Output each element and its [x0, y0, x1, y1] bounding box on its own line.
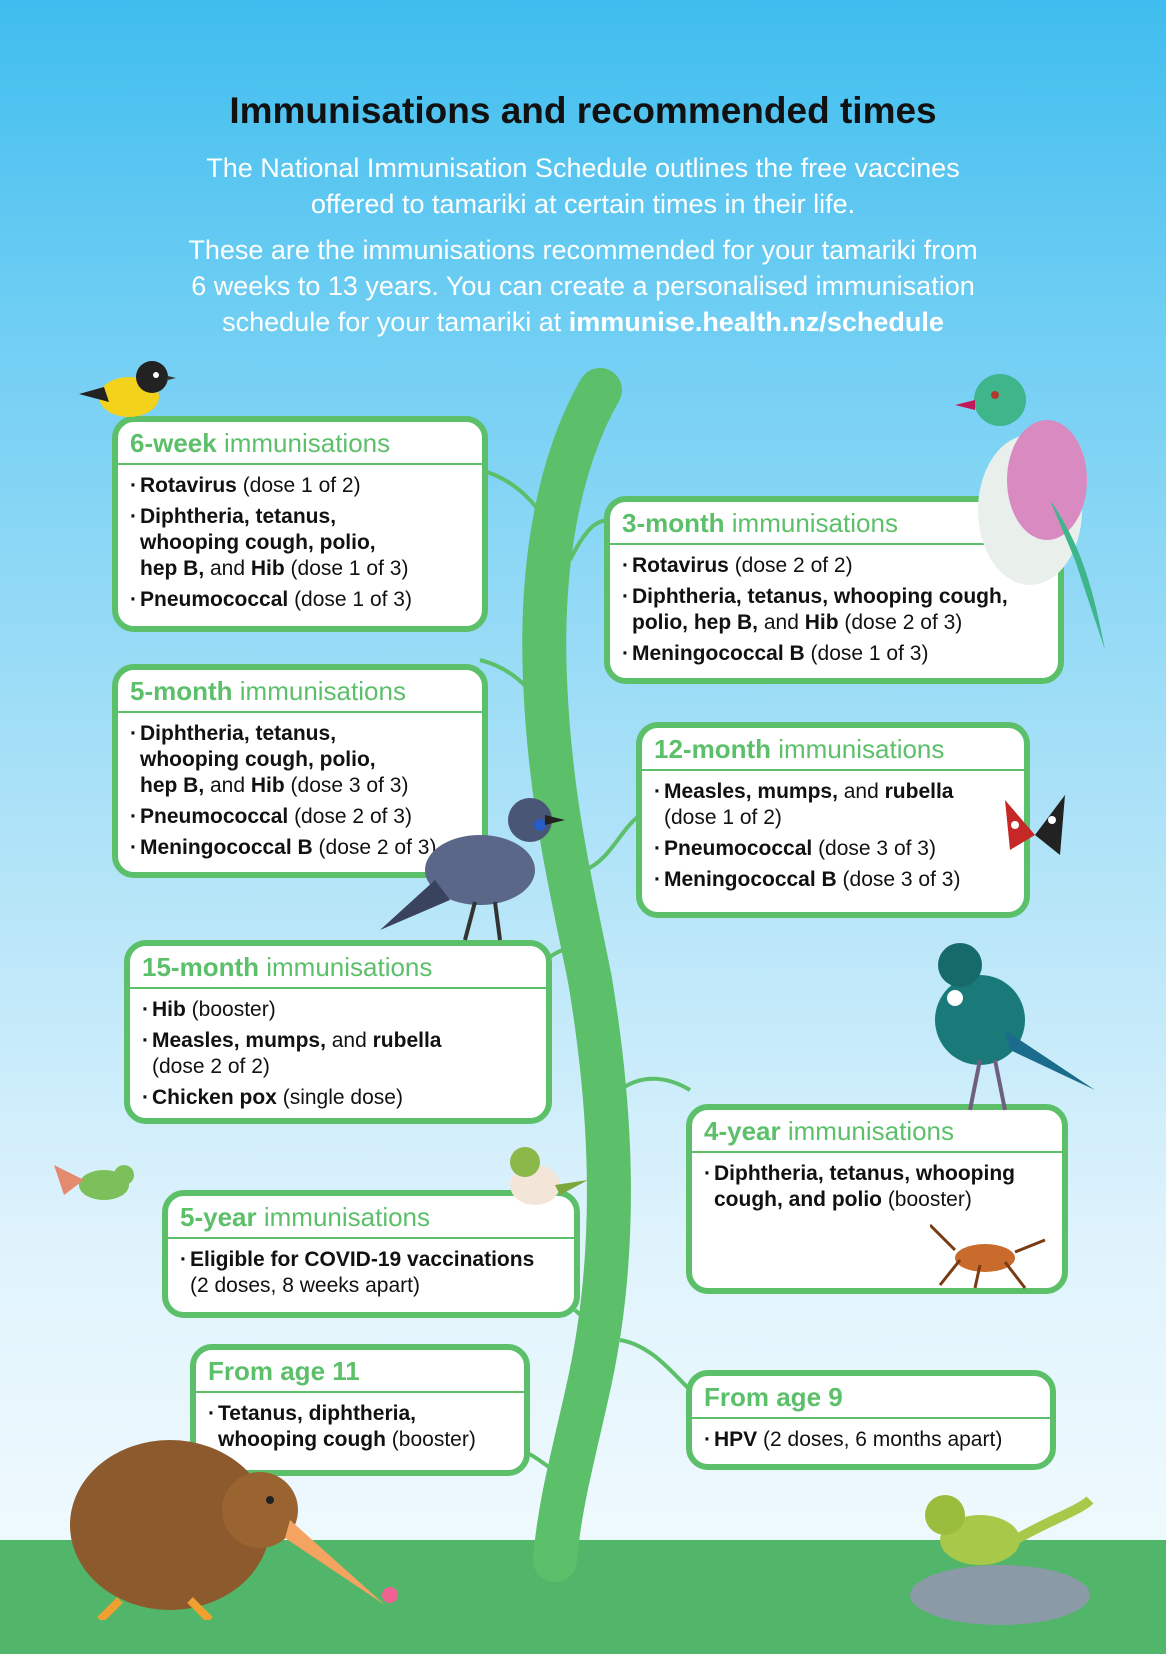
list-item: · Diphtheria, tetanus, whooping cough, polio, hep B, and Hib (dose 2 of 3): [622, 584, 1048, 636]
heading-bold: 3-month: [622, 508, 725, 538]
list-item: · Rotavirus (dose 1 of 2): [130, 473, 472, 499]
heading-bold: 15-month: [142, 952, 259, 982]
intro-text: schedule for your tamariki at: [222, 307, 569, 337]
tuatara-lizard-icon: [900, 1480, 1100, 1630]
card-heading: [692, 1376, 1050, 1419]
weta-insect-icon: [930, 1220, 1050, 1290]
list-item: · Diphtheria, tetanus, whooping cough, and polio (booster): [704, 1161, 1052, 1213]
list-item: · Measles, mumps, and rubella (dose 1 of 2): [654, 779, 1014, 831]
card-15-month: [124, 940, 552, 1124]
card-heading: [118, 670, 482, 713]
card-heading: [196, 1350, 524, 1393]
card-from-age-9: [686, 1370, 1056, 1470]
vaccine-list: [130, 989, 546, 1120]
intro-line: The National Immunisation Schedule outlines the free vaccines: [206, 153, 960, 183]
puriri-moth-icon: [1000, 790, 1070, 880]
card-6-week: [112, 416, 488, 632]
heading-bold: 5-year: [180, 1202, 257, 1232]
heading-rest: immunisations: [232, 676, 406, 706]
list-item: · Meningococcal B (dose 1 of 3): [622, 641, 1048, 667]
kokako-bird-icon: [380, 790, 580, 960]
list-item: · Chicken pox (single dose): [142, 1085, 536, 1111]
kiwi-bird-icon: [60, 1420, 400, 1620]
heading-rest: immunisations: [724, 508, 898, 538]
intro-line: offered to tamariki at certain times in their life.: [310, 189, 856, 219]
heading-rest: immunisations: [780, 1116, 955, 1146]
intro-line: 6 weeks to 13 years. You can create a personalised immunisation: [191, 271, 975, 301]
heading-bold: 5-month: [130, 676, 233, 706]
tomtit-bird-icon: [74, 352, 184, 432]
hummingbird-icon: [54, 1150, 144, 1220]
tui-bird-icon: [910, 940, 1100, 1120]
schedule-link[interactable]: immunise.health.nz/schedule: [568, 307, 944, 337]
list-item: · Tetanus, diphtheria, whooping cough (booster): [208, 1401, 514, 1453]
list-item: · Rotavirus (dose 2 of 2): [622, 553, 1048, 579]
vaccine-list: [642, 771, 1024, 902]
intro-paragraph-2: [90, 232, 1076, 340]
silvereye-bird-icon: [500, 1140, 590, 1220]
list-item: · Pneumococcal (dose 3 of 3): [654, 836, 1014, 862]
list-item: · Diphtheria, tetanus, whooping cough, polio, hep B, and Hib (dose 1 of 3): [130, 504, 472, 582]
heading-rest: immunisations: [256, 1202, 431, 1232]
heading-bold: 12-month: [654, 734, 771, 764]
intro-paragraph-1: [90, 150, 1076, 222]
list-item: · Pneumococcal (dose 1 of 3): [130, 587, 472, 613]
list-item: · Hib (booster): [142, 997, 536, 1023]
list-item: · Meningococcal B (dose 2 of 3): [130, 835, 472, 861]
vaccine-list: [168, 1239, 574, 1308]
intro-line: [90, 304, 1076, 340]
card-heading: [642, 728, 1024, 771]
kereru-pigeon-icon: [955, 360, 1115, 660]
vaccine-list: [692, 1419, 1050, 1462]
heading-bold: 6-week: [130, 428, 217, 458]
vaccine-list: [692, 1153, 1062, 1222]
intro-line: These are the immunisations recommended for your tamariki from: [188, 235, 978, 265]
heading-bold: From age 9: [704, 1382, 843, 1412]
heading-bold: 4-year: [704, 1116, 781, 1146]
heading-rest: immunisations: [216, 428, 391, 458]
list-item: · Eligible for COVID-19 vaccinations (2 doses, 8 weeks apart): [180, 1247, 564, 1299]
list-item: · Diphtheria, tetanus, whooping cough, polio, hep B, and Hib (dose 3 of 3): [130, 721, 472, 799]
list-item: · HPV (2 doses, 6 months apart): [704, 1427, 1040, 1453]
page-title: Immunisations and recommended times: [229, 90, 937, 131]
heading-rest: immunisations: [259, 952, 433, 982]
heading-rest: immunisations: [771, 734, 945, 764]
vine-stem: [544, 390, 609, 1560]
vaccine-list: [118, 465, 482, 622]
list-item: · Meningococcal B (dose 3 of 3): [654, 867, 1014, 893]
heading-bold: From age 11: [208, 1356, 360, 1386]
list-item: · Pneumococcal (dose 2 of 3): [130, 804, 472, 830]
card-12-month: [636, 722, 1030, 918]
list-item: · Measles, mumps, and rubella (dose 2 of 2): [142, 1028, 536, 1080]
